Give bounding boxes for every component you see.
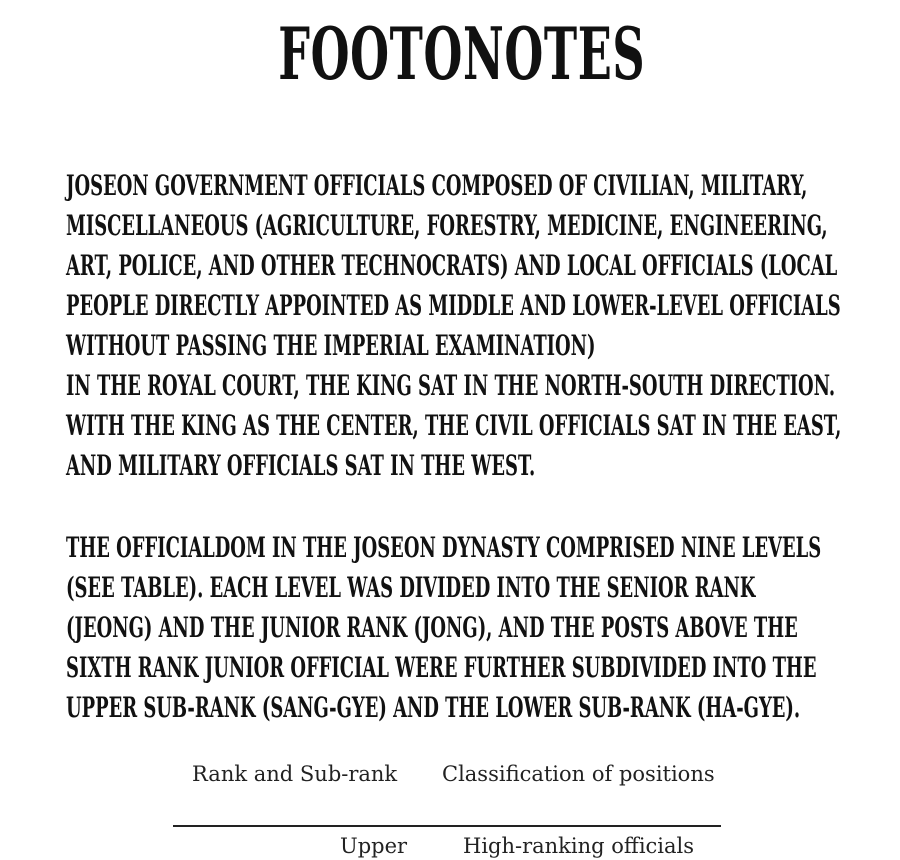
text-line: ART, POLICE, AND OTHER TECHNOCRATS) AND LOCAL OFFICIALS (LOCAL — [66, 249, 838, 282]
table-divider — [173, 825, 721, 827]
table-cell-classification: High-ranking officials — [463, 834, 695, 858]
text-line: AND MILITARY OFFICIALS SAT IN THE WEST. — [66, 449, 536, 482]
text-line: MISCELLANEOUS (AGRICULTURE, FORESTRY, MEDICINE, ENGINEERING, — [66, 209, 828, 242]
text-line: WITH THE KING AS THE CENTER, THE CIVIL OFFICIALS SAT IN THE EAST, — [66, 409, 842, 442]
table-header-rank: Rank and Sub-rank — [192, 762, 398, 786]
text-line: (JEONG) AND THE JUNIOR RANK (JONG), AND THE POSTS ABOVE THE — [66, 611, 798, 644]
text-line: PEOPLE DIRECTLY APPOINTED AS MIDDLE AND LOWER-LEVEL OFFICIALS — [66, 289, 841, 322]
text-line: (SEE TABLE). EACH LEVEL WAS DIVIDED INTO THE SENIOR RANK — [66, 571, 756, 604]
paragraph-officialdom — [66, 528, 834, 728]
paragraph-officials — [66, 166, 842, 486]
table-cell-rank: Upper — [340, 834, 408, 858]
table-header-classification: Classification of positions — [442, 762, 715, 786]
text-line: UPPER SUB-RANK (SANG-GYE) AND THE LOWER SUB-RANK (HA-GYE). — [66, 691, 801, 724]
text-line: THE OFFICIALDOM IN THE JOSEON DYNASTY COMPRISED NINE LEVELS — [66, 531, 822, 564]
text-line: SIXTH RANK JUNIOR OFFICIAL WERE FURTHER SUBDIVIDED INTO THE — [66, 651, 817, 684]
text-line: WITHOUT PASSING THE IMPERIAL EXAMINATION) — [66, 329, 596, 362]
text-line: JOSEON GOVERNMENT OFFICIALS COMPOSED OF CIVILIAN, MILITARY, — [66, 169, 808, 202]
page-title: FOOTONOTES — [278, 11, 646, 96]
text-line: IN THE ROYAL COURT, THE KING SAT IN THE NORTH-SOUTH DIRECTION. — [66, 369, 836, 402]
